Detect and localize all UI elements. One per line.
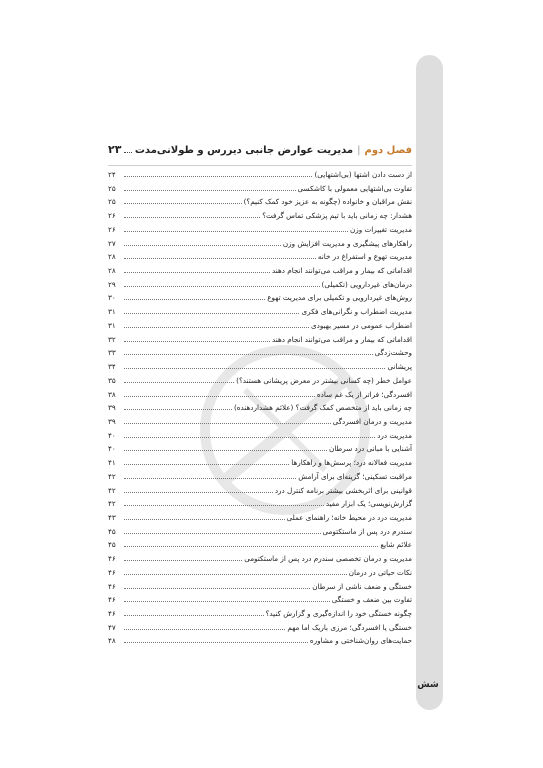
toc-entry-page: ۲۸ bbox=[108, 266, 116, 276]
toc-entry-page: ۳۸ bbox=[108, 389, 116, 399]
toc-entry bbox=[108, 335, 412, 349]
toc-entry bbox=[108, 554, 412, 568]
toc-entry bbox=[108, 417, 412, 431]
toc-entry-page: ۴۸ bbox=[108, 636, 116, 646]
dot-leader bbox=[124, 629, 285, 630]
toc-entry-page: ۲۶ bbox=[108, 224, 116, 234]
toc-entry bbox=[108, 321, 412, 335]
toc-entry-page: ۴۶ bbox=[108, 609, 116, 618]
dot-leader bbox=[124, 505, 324, 506]
toc-entry-title: مدیریت فعالانه درد؛ پرسش‌ها و راهکارها bbox=[291, 458, 412, 468]
toc-entry-page: ۴۲ bbox=[108, 485, 116, 495]
toc-entry-title: علائم شایع bbox=[380, 540, 412, 550]
page-number: شش bbox=[417, 680, 439, 690]
toc-entry-title: عوامل خطر (چه کسانی بیشتر در معرض پریشانی هستند؟) bbox=[236, 375, 412, 385]
toc-entry bbox=[108, 486, 412, 500]
toc-entry-page: ۲۵ bbox=[108, 197, 116, 207]
toc-entry-page: ۳۱ bbox=[108, 320, 116, 330]
toc-entry bbox=[108, 197, 412, 211]
toc-entry-title: راهکارهای پیشگیری و مدیریت افزایش وزن bbox=[282, 238, 412, 248]
dot-leader bbox=[124, 396, 315, 397]
toc-entry-title: از دست دادن اشتها (بی‌اشتهایی) bbox=[314, 170, 412, 179]
chapter-separator: | bbox=[357, 145, 361, 156]
toc-entry-page: ۴۳ bbox=[108, 512, 116, 522]
dot-leader bbox=[124, 546, 378, 547]
toc-entry-title: مراقبت تسکینی؛ گزینه‌ای برای آرامش bbox=[298, 471, 412, 481]
toc-entry-title: اقداماتی که بیمار و مراقب می‌توانند انجام دهند bbox=[272, 334, 412, 344]
dot-leader bbox=[124, 450, 327, 451]
dot-leader bbox=[124, 533, 321, 534]
toc-entry-page: ۲۶ bbox=[108, 211, 116, 221]
toc-entry-page: ۲۵ bbox=[108, 183, 116, 193]
toc-entry bbox=[108, 499, 412, 513]
table-of-contents bbox=[108, 143, 412, 650]
toc-entry bbox=[108, 307, 412, 321]
toc-entry-title: تفاوت بین ضعف و خستگی bbox=[331, 595, 412, 605]
toc-entry-page: ۲۷ bbox=[108, 238, 116, 248]
toc-entry bbox=[108, 280, 412, 294]
toc-entry-title: پریشانی bbox=[387, 362, 412, 372]
toc-entry bbox=[108, 211, 412, 225]
toc-entry-title: وحشت‌زدگی bbox=[374, 348, 412, 358]
toc-entry-title: خستگی یا افسردگی؛ مرزی باریک اما مهم bbox=[287, 622, 412, 632]
dot-leader bbox=[124, 574, 347, 575]
toc-entry-title: نکات حیاتی در درمان bbox=[348, 567, 412, 577]
dot-leader bbox=[124, 272, 270, 273]
chapter-title: مدیریت عوارض جانبی دیررس و طولانی‌مدت bbox=[134, 145, 354, 156]
toc-entry-title: درمان‌های غیردارویی (تکمیلی) bbox=[321, 279, 412, 289]
toc-entry-page: ۲۸ bbox=[108, 252, 116, 262]
toc-entry-title: مدیریت و درمان افسردگی bbox=[332, 416, 412, 426]
toc-entry-page: ۳۲ bbox=[108, 334, 116, 344]
toc-entry-title: آشنایی با مبانی درد سرطان bbox=[329, 444, 412, 454]
dot-leader bbox=[124, 409, 232, 410]
toc-entry bbox=[108, 609, 412, 623]
dot-leader bbox=[124, 560, 242, 561]
toc-entry-title: افسردگی؛ فراتر از یک غم ساده bbox=[316, 389, 412, 399]
dot-leader bbox=[124, 601, 330, 602]
dot-leader bbox=[124, 341, 270, 342]
chapter-label: فصل دوم bbox=[364, 145, 412, 156]
toc-entry-title: روش‌های غیردارویی و تکمیلی برای مدیریت تهوع bbox=[267, 293, 412, 303]
toc-entry bbox=[108, 595, 412, 609]
toc-entry bbox=[108, 458, 412, 472]
dot-leader bbox=[124, 286, 320, 287]
toc-entry-title: مدیریت تهوع و استفراغ در خانه bbox=[317, 252, 412, 262]
toc-entry bbox=[108, 540, 412, 554]
toc-entry bbox=[108, 225, 412, 239]
dot-leader bbox=[124, 258, 316, 259]
toc-entry-page: ۴۶ bbox=[108, 554, 116, 564]
toc-entry-page: ۴۷ bbox=[108, 622, 116, 632]
toc-entry bbox=[108, 568, 412, 582]
toc-entry-title: مدیریت و درمان تخصصی سندرم درد پس از ماستکتومی bbox=[244, 554, 412, 564]
toc-entry-page: ۴۰ bbox=[108, 444, 116, 454]
dot-leader bbox=[124, 231, 348, 232]
toc-entry bbox=[108, 636, 412, 650]
dot-leader bbox=[124, 368, 385, 369]
toc-entry-title: نقش مراقبان و خانواده (چگونه به عزیز خود کمک کنیم؟) bbox=[243, 197, 412, 207]
toc-entry-title: چگونه خستگی خود را اندازه‌گیری و گزارش کنید؟ bbox=[265, 609, 412, 618]
chapter-heading bbox=[108, 143, 412, 166]
toc-entry bbox=[108, 527, 412, 541]
toc-entry bbox=[108, 472, 412, 486]
toc-entry bbox=[108, 293, 412, 307]
toc-entry-page: ۴۰ bbox=[108, 430, 116, 440]
toc-entry-title: قوانینی برای اثربخشی بیشتر برنامه کنترل درد bbox=[274, 485, 412, 495]
dot-leader bbox=[124, 464, 289, 465]
side-tab bbox=[416, 55, 443, 710]
toc-entry-page: ۴۵ bbox=[108, 526, 116, 536]
toc-entry-page: ۴۲ bbox=[108, 499, 116, 509]
toc-entry-page: ۳۰ bbox=[108, 293, 116, 303]
dot-leader bbox=[124, 203, 242, 204]
toc-entry-page: ۳۴ bbox=[108, 362, 116, 372]
dot-leader bbox=[124, 492, 273, 493]
toc-entry-title: اقداماتی که بیمار و مراقب می‌توانند انجام دهند bbox=[272, 266, 412, 276]
toc-entry-page: ۳۳ bbox=[108, 348, 116, 358]
toc-entry bbox=[108, 431, 412, 445]
toc-entry bbox=[108, 403, 412, 417]
toc-entry bbox=[108, 513, 412, 527]
toc-entry-title: مدیریت درد در محیط خانه؛ راهنمای عملی bbox=[286, 512, 412, 522]
dot-leader bbox=[124, 382, 234, 383]
toc-entry-page: ۴۶ bbox=[108, 595, 116, 605]
dot-leader bbox=[124, 313, 299, 314]
toc-entry bbox=[108, 184, 412, 198]
dot-leader bbox=[124, 437, 375, 438]
toc-entry-title: هشدار: چه زمانی باید با تیم پزشکی تماس گرفت؟ bbox=[262, 211, 412, 221]
dot-leader bbox=[124, 176, 312, 177]
toc-entry-title: گزارش‌نویسی؛ یک ابزار مفید bbox=[325, 499, 412, 509]
toc-entry bbox=[108, 266, 412, 280]
toc-entry-title: مدیریت اضطراب و نگرانی‌های فکری bbox=[301, 307, 412, 317]
toc-entry-page: ۳۵ bbox=[108, 375, 116, 385]
toc-entry-title: حمایت‌های روان‌شناختی و مشاوره bbox=[309, 636, 412, 646]
dot-leader bbox=[124, 615, 264, 616]
toc-entry bbox=[108, 623, 412, 637]
toc-entry bbox=[108, 252, 412, 266]
toc-entry-page: ۴۶ bbox=[108, 567, 116, 577]
dot-leader bbox=[124, 152, 131, 153]
toc-entry-title: سندرم درد پس از ماستکتومی bbox=[322, 526, 412, 536]
toc-entry bbox=[108, 582, 412, 596]
dot-leader bbox=[124, 642, 308, 643]
toc-entry-title: تفاوت بی‌اشتهایی معمولی با کاشکسی bbox=[297, 183, 412, 193]
toc-entry bbox=[108, 170, 412, 184]
toc-entry-page: ۴۲ bbox=[108, 471, 116, 481]
toc-entry-page: ۴۵ bbox=[108, 540, 116, 550]
dot-leader bbox=[124, 588, 310, 589]
toc-entry-page: ۳۹ bbox=[108, 403, 116, 413]
toc-entry bbox=[108, 362, 412, 376]
toc-entry bbox=[108, 390, 412, 404]
chapter-page: ۲۳ bbox=[108, 143, 122, 156]
toc-entry-title: مدیریت درد bbox=[377, 430, 412, 440]
toc-entry-page: ۴۶ bbox=[108, 581, 116, 591]
dot-leader bbox=[124, 354, 373, 355]
toc-entry bbox=[108, 376, 412, 390]
dot-leader bbox=[124, 245, 281, 246]
toc-entry-page: ۲۹ bbox=[108, 279, 116, 289]
toc-entry-title: مدیریت تغییرات وزن bbox=[350, 224, 412, 234]
dot-leader bbox=[124, 327, 309, 328]
toc-entry bbox=[108, 239, 412, 253]
toc-entry-page: ۴۱ bbox=[108, 458, 116, 468]
toc-entry-title: اضطراب عمومی در مسیر بهبودی bbox=[311, 320, 412, 330]
toc-entry bbox=[108, 348, 412, 362]
dot-leader bbox=[124, 190, 296, 191]
toc-entry-title: چه زمانی باید از متخصص کمک گرفت؟ (علائم هشداردهنده) bbox=[233, 403, 412, 413]
dot-leader bbox=[124, 478, 296, 479]
dot-leader bbox=[124, 423, 331, 424]
toc-entries bbox=[108, 170, 412, 650]
toc-entry-title: خستگی و ضعف ناشی از سرطان bbox=[312, 581, 412, 591]
toc-entry-page: ۳۱ bbox=[108, 307, 116, 317]
toc-entry bbox=[108, 444, 412, 458]
dot-leader bbox=[124, 519, 285, 520]
toc-entry-page: ۲۴ bbox=[108, 170, 116, 179]
toc-entry-page: ۳۹ bbox=[108, 416, 116, 426]
dot-leader bbox=[124, 299, 265, 300]
dot-leader bbox=[124, 217, 260, 218]
